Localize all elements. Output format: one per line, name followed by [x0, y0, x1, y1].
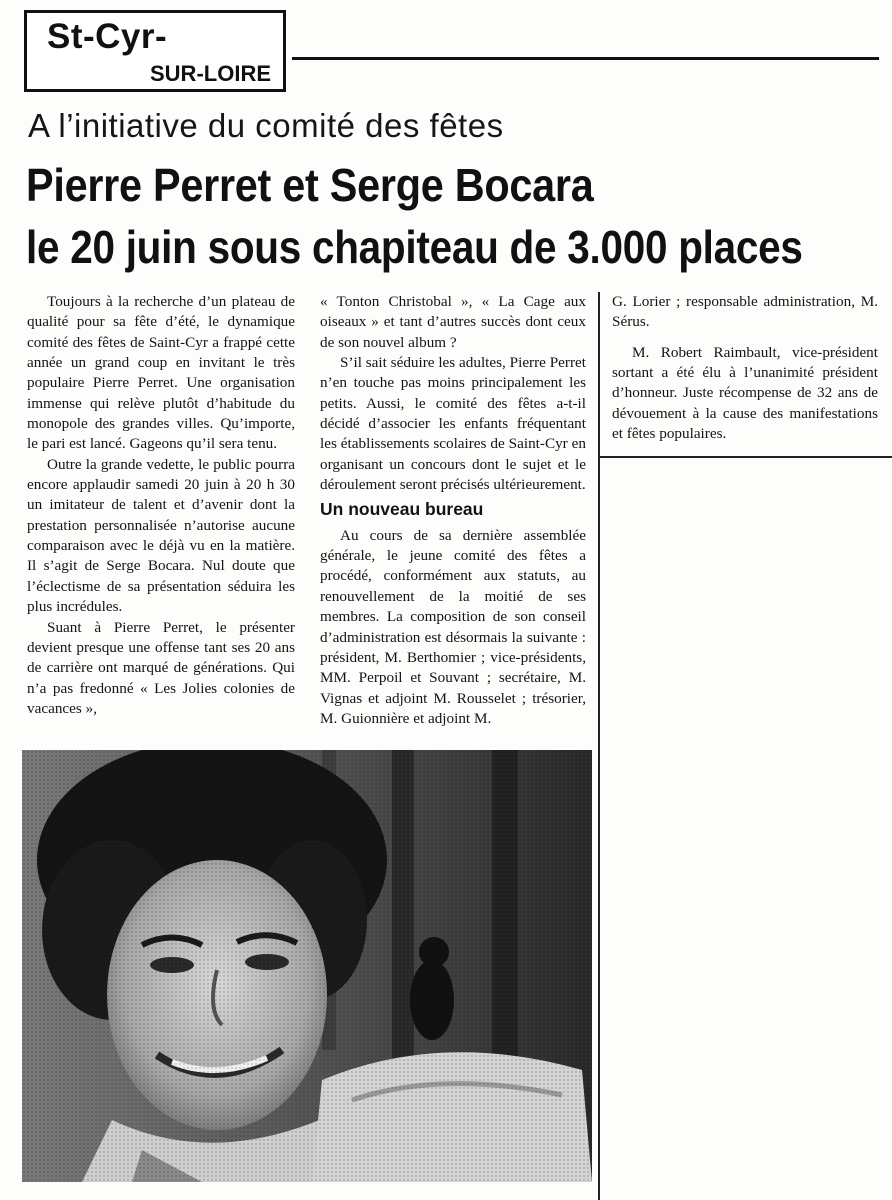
portrait-photo-drawing — [22, 750, 592, 1182]
kicker-headline: A l’initiative du comité des fêtes — [28, 107, 504, 144]
article-column-1 — [27, 292, 295, 719]
paragraph: S’il sait séduire les adultes, Pierre Perret n’en touche pas moins principalement les petits. Aussi, le comité des fêtes a-t-il décidé d’associer les enfants fréquentant les établissements scolaires de Saint-Cyr en organisant un concours dont le sujet et le déroulement seront précisés ultérieurement. — [320, 354, 586, 494]
paragraph-continued: G. Lorier ; responsable administration, M. Sérus. — [612, 293, 878, 331]
article-column-2 — [320, 292, 586, 729]
header-rule — [292, 57, 879, 60]
main-headline-line-2: le 20 juin sous chapiteau de 3.000 places — [26, 221, 803, 273]
paragraph: Au cours de sa dernière assemblée générale, le jeune comité des fêtes a procédé, conformément aux statuts, au renouvellement de la moitié de ses membres. La composition de son conseil d’administration est désormais la suivante : président, M. Berthomier ; vice-présidents, MM. Perpoil et Souvant ; secrétaire, M. Vignas et adjoint M. Rousselet ; trésorier, M. Guionnière et adjoint M. — [320, 526, 586, 727]
location-town: St-Cyr- — [47, 17, 168, 56]
paragraph-continued: « Tonton Christobal », « La Cage aux oiseaux » et tant d’autres succès dont ceux de son nouvel album ? — [320, 293, 586, 351]
paragraph: Toujours à la recherche d’un plateau de qualité pour sa fête d’été, le dynamique comité des fêtes de Saint-Cyr a frappé cette année un grand coup en invitant le très populaire Pierre Perret. Une organisation immense qui relève plutôt d’habitude du monopole des grandes villes. Qu’importe, le pari est lancé. Gageons qu’il sera tenu. — [27, 293, 295, 453]
paragraph: Outre la grande vedette, le public pourra encore applaudir samedi 20 juin à 20 h 30 un imitateur de talent et d’avenir dont la prestation personnalisée n’autorise aucune comparaison avec le déjà vu en la matière. Il s’agit de Serge Bocara. Nul doute que l’éclectisme de sa présentation séduira les plus incrédules. — [27, 455, 295, 616]
portrait-photo — [22, 750, 592, 1182]
paragraph: M. Robert Raimbault, vice-président sortant a été élu à l’unanimité président d’honneur. Juste récompense de 32 ans de dévouement à la cause des manifestations et fêtes populaires. — [612, 343, 878, 443]
location-box — [24, 10, 286, 92]
article-column-3 — [612, 292, 878, 444]
location-subtitle: SUR-LOIRE — [150, 61, 271, 86]
paragraph: Suant à Pierre Perret, le présenter devient presque une offense tant ses 20 ans de carrière ont marqué de générations. Qui n’a pas fredonné « Les Jolies colonies de vacances », — [27, 618, 295, 717]
section-subheading: Un nouveau bureau — [320, 499, 484, 520]
column-rule-horizontal — [598, 456, 892, 458]
main-headline-line-1: Pierre Perret et Serge Bocara — [26, 159, 594, 211]
column-rule-vertical — [598, 292, 600, 1200]
